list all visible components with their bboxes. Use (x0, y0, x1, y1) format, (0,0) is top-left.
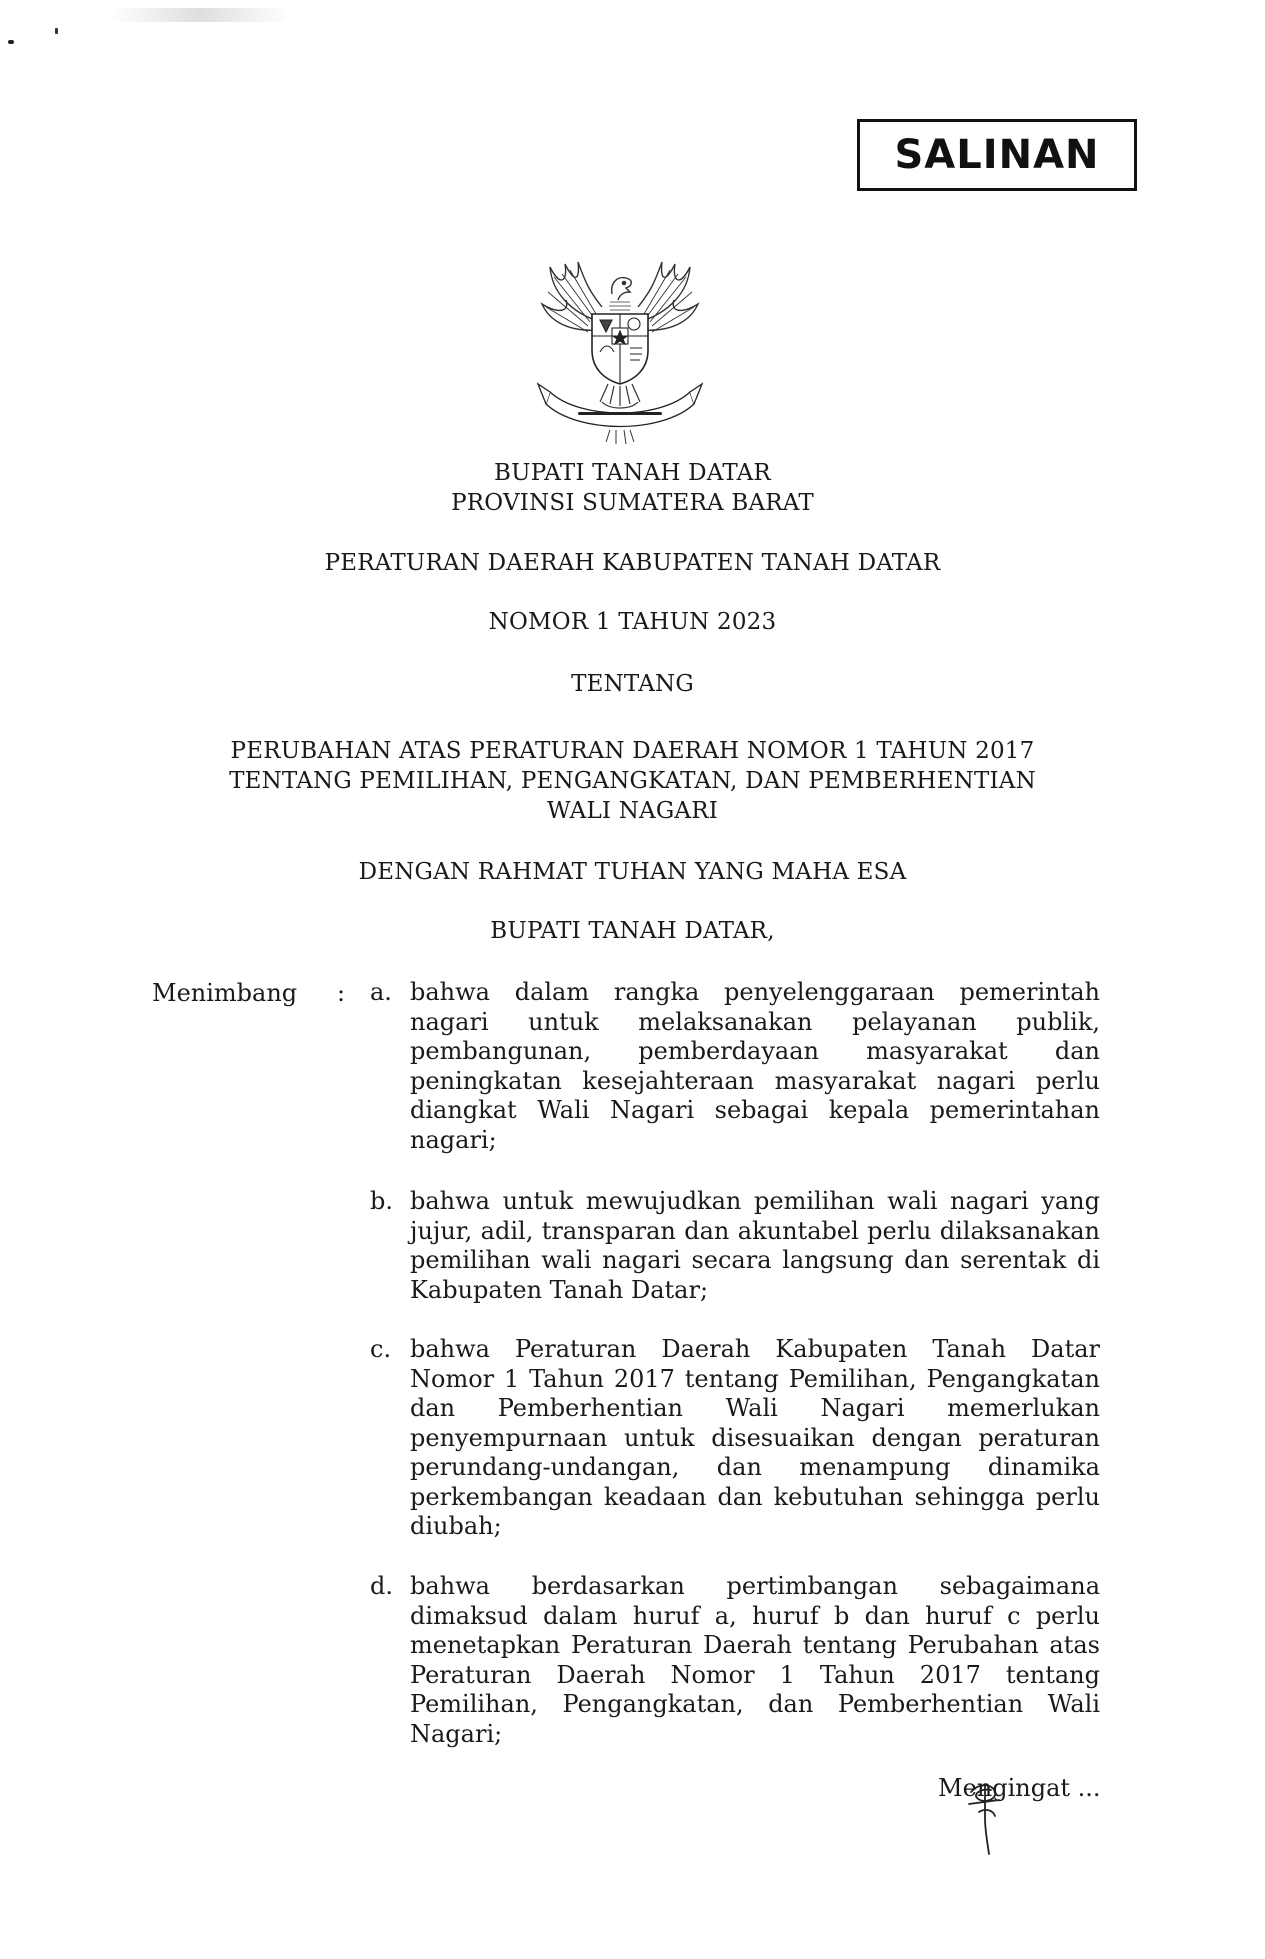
regulation-heading: PERATURAN DAERAH KABUPATEN TANAH DATAR (324, 550, 941, 576)
scan-mark (8, 40, 14, 44)
issuer-signature-heading: BUPATI TANAH DATAR, (490, 918, 775, 944)
next-page-catchword: Mengingat ... (938, 1774, 1101, 1802)
title-line-1: PERUBAHAN ATAS PERATURAN DAERAH NOMOR 1 TAHUN 2017 (230, 738, 1035, 764)
item-letter: b. (370, 1187, 393, 1215)
item-text: bahwa berdasarkan pertimbangan sebagaimana dimaksud dalam huruf a, huruf b dan huruf c perlu menetapkan Peraturan Daerah tentang Perubahan atas Peraturan Daerah Nomor 1 Tahun 2017 tentang Pemilihan, Pengangkatan, dan Pemberhentian Wali Nagari; (410, 1572, 1100, 1748)
paraf-initial-icon (965, 1778, 1005, 1858)
issuer-line-2: PROVINSI SUMATERA BARAT (451, 490, 814, 516)
scan-mark (55, 28, 58, 34)
item-letter: d. (370, 1572, 393, 1600)
scan-smudge (110, 8, 290, 22)
title-line-2: TENTANG PEMILIHAN, PENGANGKATAN, DAN PEMBERHENTIAN (229, 768, 1036, 794)
regulation-number: NOMOR 1 TAHUN 2023 (488, 609, 777, 635)
garuda-emblem-icon (530, 252, 710, 447)
item-text: bahwa Peraturan Daerah Kabupaten Tanah Datar Nomor 1 Tahun 2017 tentang Pemilihan, Pengangkatan dan Pemberhentian Wali Nagari memerlukan penyempurnaan untuk disesuaikan dengan peraturan perundang-undangan, dan menampung dinamika perkembangan keadaan dan kebutuhan sehingga perlu diubah; (410, 1335, 1100, 1540)
considering-colon: : (337, 979, 346, 1007)
title-line-3: WALI NAGARI (546, 798, 719, 824)
issuer-line-1: BUPATI TANAH DATAR (494, 460, 771, 486)
item-letter: a. (370, 978, 392, 1006)
item-letter: c. (370, 1335, 392, 1363)
item-text: bahwa untuk mewujudkan pemilihan wali nagari yang jujur, adil, transparan dan akuntabel perlu dilaksanakan pemilihan wali nagari secara langsung dan serentak di Kabupaten Tanah Datar; (410, 1187, 1100, 1304)
about-heading: TENTANG (571, 671, 694, 697)
considering-label: Menimbang (152, 979, 298, 1007)
salinan-stamp: SALINAN (857, 119, 1137, 191)
blessing-line: DENGAN RAHMAT TUHAN YANG MAHA ESA (358, 859, 907, 885)
item-text: bahwa dalam rangka penyelenggaraan pemerintah nagari untuk melaksanakan pelayanan publik, pembangunan, pemberdayaan masyarakat dan peningkatan kesejahteraan masyarakat nagari perlu diangkat Wali Nagari sebagai kepala pemerintahan nagari; (410, 978, 1100, 1154)
